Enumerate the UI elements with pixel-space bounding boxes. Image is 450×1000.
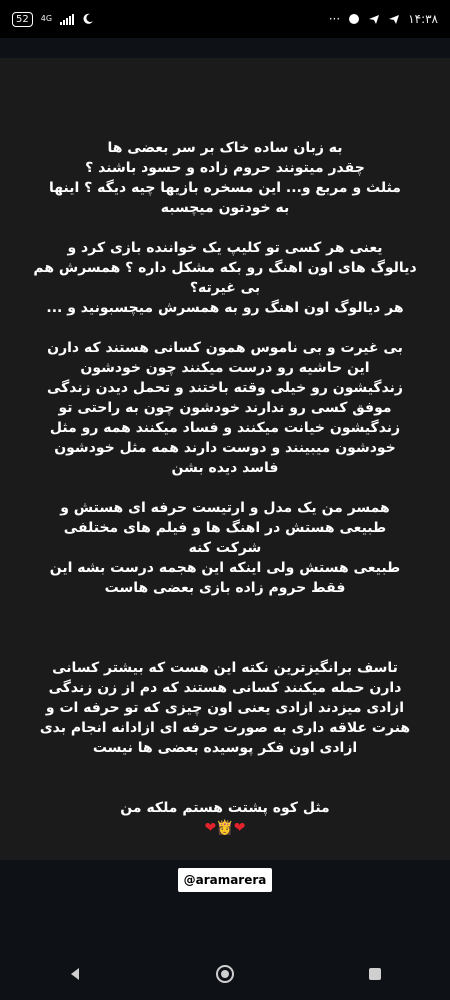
paragraph-5: تاسف برانگیزترین نکته این هست که بیشتر کسانی دارن حمله میکنند کسانی هستند که دم از زن زندگی ازادی میزدند ازادی یعنی اون چیزی که تو حرفه ات و هنرت علاقه داری به صورت حرفه ای ازادانه انجام بدی ازادی اون فکر پوسیده بعضی ها نیست	[39, 660, 411, 756]
status-bar	[0, 0, 450, 38]
back-icon	[67, 966, 83, 982]
paragraph-4: همسر من یک مدل و ارتیست حرفه ای هستش و طبیعی هستش در اهنگ ها و فیلم های مختلفی شرکت کنه طبیعی هستش ولی اینکه این هجمه درست بشه این فقط حروم زاده بازی بعضی هاست	[49, 500, 401, 596]
more-notifications-icon: ···	[328, 12, 341, 26]
signal-icon	[60, 14, 74, 25]
recents-icon	[367, 966, 383, 982]
paragraph-2: یعنی هر کسی تو کلیپ یک خواننده بازی کرد و دیالوگ های اون اهنگ رو بکه مشکل داره ؟ همسرش هم بی غیرته؟ هر دیالوگ اون اهنگ رو به همسرش میچسبونید و ...	[33, 240, 417, 316]
telegram-icon-2	[388, 13, 400, 25]
home-button[interactable]	[210, 959, 240, 989]
network-type-label: 4G	[40, 14, 53, 23]
paragraph-3: بی غیرت و بی ناموس همون کسانی هستند که دارن این حاشیه رو درست میکنند چون خودشون زندگیشون رو خیلی وقته باختند و تحمل دیدن زندگی موفق کسی رو ندارند خودشون چون به راحتی تو زندگیشون خیانت میکنند و فساد میکنند همه رو مثل خودشون میبینند و دوست دارند همه مثل خودشون فاسد دیده بشن	[47, 340, 403, 476]
moon-icon	[82, 13, 94, 25]
sign-off	[16, 778, 434, 838]
back-button[interactable]	[60, 959, 90, 989]
telegram-icon	[368, 13, 380, 25]
clock: ۱۴:۳۸	[408, 12, 438, 26]
post-text	[16, 138, 434, 892]
navigation-bar	[0, 948, 450, 1000]
home-icon	[215, 964, 235, 984]
sign-off-text: مثل کوه پشتت هستم ملکه من	[120, 800, 330, 816]
heart-queen-emoji: ❤👸❤	[204, 820, 246, 836]
username-tag[interactable]: @aramarera	[178, 868, 273, 892]
status-left	[12, 12, 94, 27]
battery-icon: 52	[12, 12, 33, 27]
post-card	[0, 58, 450, 887]
recents-button[interactable]	[360, 959, 390, 989]
status-right	[329, 12, 438, 26]
paragraph-1: به زبان ساده خاک بر سر بعضی ها چقدر میتونند حروم زاده و حسود باشند ؟ مثلث و مربع و... این مسخره بازیها چیه دیگه ؟ اینها به خودتون میچسبه	[49, 140, 401, 216]
whatsapp-icon	[348, 13, 360, 25]
